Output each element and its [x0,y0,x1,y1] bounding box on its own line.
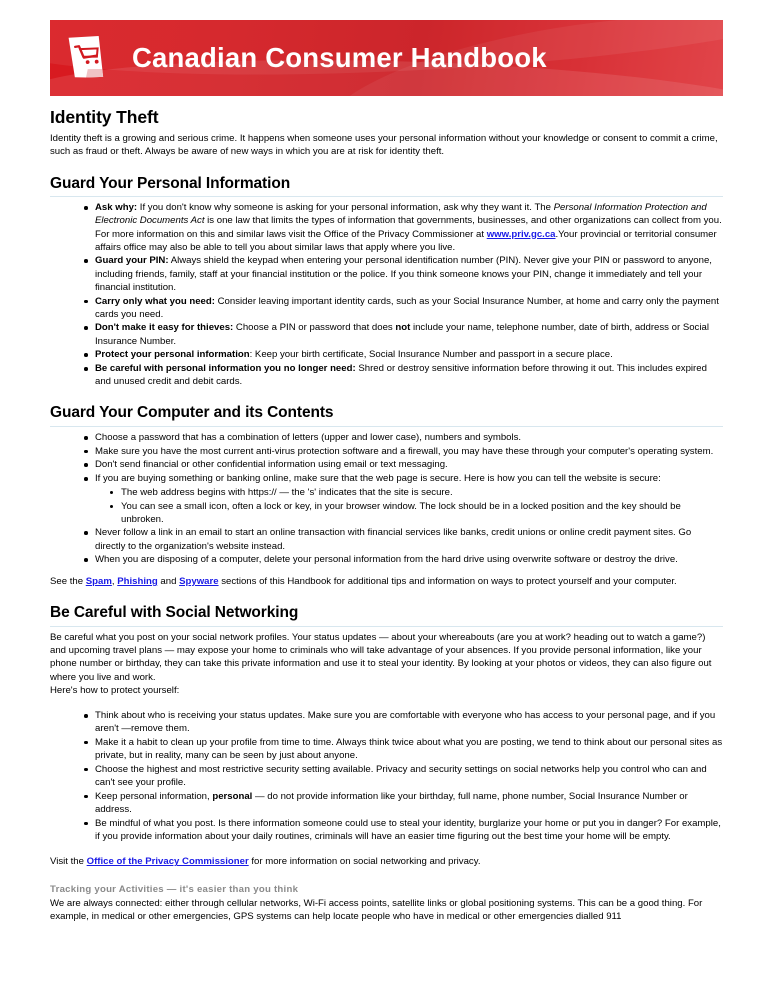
bullet-text-3: .Your provincial or territorial consumer affairs office may also be able to tell you about similar laws that apply where you live. [95,228,717,253]
list-item: Choose a password that has a combination of letters (upper and lower case), numbers and symbols. [84,431,723,444]
subsection-heading-tracking: Tracking your Activities — it's easier than you think [50,883,299,895]
list-item: Choose the highest and most restrictive security setting available. Privacy and security settings on social networks help you control who can and can't see your profile. [84,763,723,789]
bullet-lead: Be careful with personal information you no longer need: [95,363,356,375]
bullet-text-2: is one law that limits the types of information that governments, businesses, and other organizations can collect from you. For more information on this and similar laws visit the Office of the Privacy Commissioner at [95,215,722,240]
list-item: Make it a habit to clean up your profile from time to time. Always think twice about what you are posting, we tend to think about our personal sites as private, but in reality, many can be seen by just about anyone. [84,736,723,762]
intro-paragraph: Identity theft is a growing and serious crime. It happens when someone uses your personal information without your knowledge or consent to commit a crime, such as fraud or theft. Always be aware of new ways in which you are at risk for identity theft. [50,133,718,158]
social-lead-in: Here's how to protect yourself: [50,684,180,696]
list-item: The web address begins with https:// — the 's' indicates that the site is secure. [110,486,723,499]
site-banner [50,20,723,96]
spacer [50,871,723,883]
see-also-sep-1: , [111,576,118,588]
link-spam[interactable]: Spam [85,576,112,588]
bullet-lead: Carry only what you need: [95,295,215,307]
visit-prefix: Visit the [50,856,87,868]
bullet-text: Consider leaving important identity cards, such as your Social Insurance Number, at home and carry only the payment cards you need. [95,295,719,320]
list-item [84,295,723,321]
bullet-text: Always shield the keypad when entering your personal identification number (PIN). Never give your PIN or password to anyone, including friends, family, staff at your financial institution or the police. If you think someone knows your PIN, change it immediately and tell your financial institution. [95,255,712,293]
list-item: When you are disposing of a computer, delete your personal information from the hard drive using overwrite software or destroy the drive. [84,553,723,566]
see-also-prefix: See the [50,576,86,588]
link-office-privacy-commissioner[interactable]: Office of the Privacy Commissioner [86,856,249,868]
list-item: Don't send financial or other confidential information using email or text messaging. [84,458,723,471]
computer-sub-list [84,486,723,526]
see-also-paragraph [50,575,723,588]
visit-paragraph [50,855,723,868]
list-item: If you are buying something or banking online, make sure that the web page is secure. Here is how you can tell the website is secure: [84,472,723,485]
personal-information-list [50,201,723,388]
bullet-emphasis-not: not [395,322,411,334]
bullet-italic-act: Personal Information Protection and Electronic Documents Act [95,202,707,227]
section-heading-personal-information: Guard Your Personal Information [50,175,723,198]
section-heading-social-networking: Be Careful with Social Networking [50,604,723,627]
link-spyware[interactable]: Spyware [179,576,219,588]
bullet-lead: Ask why: [95,202,138,214]
section-heading-computer: Guard Your Computer and its Contents [50,404,723,427]
social-intro-paragraph: Be careful what you post on your social network profiles. Your status updates — about your whereabouts (are you at work? heading out to watch a game?) and upcoming travel plans — may expose your home to criminals who will take advantage of your absences. If you provide personal information, like your phone number or birthday, they can take this private information and use it to steal your identity. By looking at your photos or videos, they can also figure out where you live and work. [50,631,712,683]
spacer [50,843,723,855]
spacer [50,699,723,707]
spacer [50,567,723,575]
see-also-suffix: sections of this Handbook for additional tips and information on ways to protect yourself and your computer. [218,576,677,588]
see-also-sep-2: and [157,576,180,588]
list-item: You can see a small icon, often a lock or key, in your browser window. The lock should be in a locked position and the key should be unbroken. [110,500,723,526]
bullet-text: : Keep your birth certificate, Social Insurance Number and passport in a secure place. [249,349,613,361]
bullet-lead: Guard your PIN: [95,255,169,267]
list-item [84,362,723,388]
banner-title: Canadian Consumer Handbook [132,42,547,74]
tracking-paragraph: We are always connected: either through cellular networks, Wi-Fi access points, satellite links or global positioning systems. This can be a good thing. For example, in medical or other emergencies, GPS systems can help locate people who have in medical or other emergencies dialled 911 [50,897,703,923]
list-item: Make sure you have the most current anti-virus protection software and a firewall, you may have these through your computer's operating system. [84,445,723,458]
bullet-text-2: include your name, telephone number, date of birth, address or Social Insurance Number. [95,322,709,347]
list-item: Think about who is receiving your status updates. Make sure you are comfortable with everyone who has access to your personal page, and if you aren't —remove them. [84,709,723,735]
bullet-text: Keep personal information, [95,790,213,802]
link-priv-gc-ca[interactable]: www.priv.gc.ca [486,228,556,240]
document-content [50,96,723,923]
bullet-lead: Protect your personal information [95,349,250,361]
list-item [84,321,723,347]
visit-suffix: for more information on social networking and privacy. [248,856,481,868]
page-title: Identity Theft [50,107,159,127]
computer-list [50,431,723,567]
list-item [84,790,723,816]
bullet-lead: Don't make it easy for thieves: [95,322,234,334]
bullet-text: Choose a PIN or password that does [233,322,396,334]
list-item: Be mindful of what you post. Is there information someone could use to steal your identity, burglarize your home or put you in danger? For example, if you provide information about your daily routines, criminals will have an easier time figuring out the best time your home will be empty. [84,817,723,843]
bullet-text: Shred or destroy sensitive information before throwing it out. This includes expired and unused credit and debit cards. [95,363,707,388]
list-item [84,201,723,254]
social-networking-list [50,709,723,843]
bullet-emphasis-personal: personal [212,790,253,802]
list-item: Never follow a link in an email to start an online transaction with financial services like banks, credit unions or online credit payment sites. Go directly to the organization's website instead. [84,526,723,552]
list-item [84,254,723,294]
link-phishing[interactable]: Phishing [117,576,158,588]
bullet-text: If you don't know why someone is asking for your personal information, ask why they want it. The [137,202,554,214]
shopping-cart-book-icon [66,31,110,85]
list-item [84,348,723,361]
bullet-text-2: — do not provide information like your birthday, full name, phone number, Social Insurance Number or address. [95,790,688,815]
